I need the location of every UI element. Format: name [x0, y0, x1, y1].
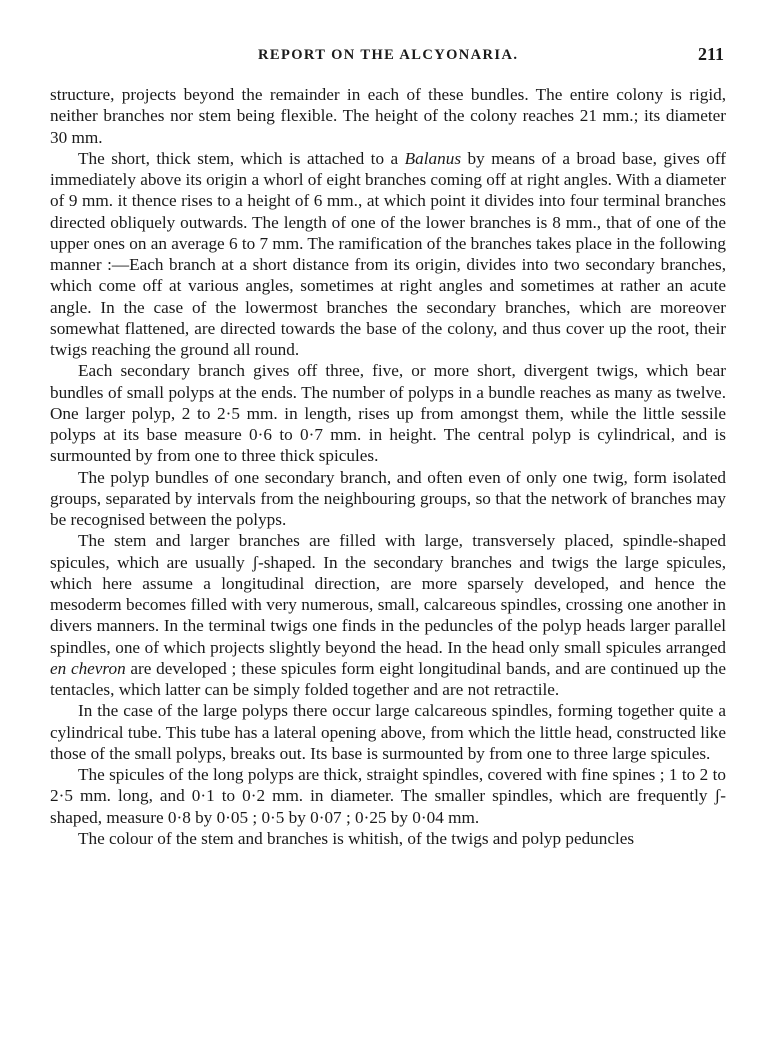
text-run: The stem and larger branches are filled with large, transversely placed, spindle-shaped spicules, which are usually ʃ-shaped. In the secondary branches and twigs the large spicules, which here assume a longitudinal direction, are more sparsely developed, and hence the mesoderm becomes filled with very numerous, small, calcareous spindles, crossing one another in divers manners. In the terminal twigs one finds in the peduncles of the polyp heads larger parallel spindles, one of which projects slightly beyond the head. In the head only small spicules arranged — [50, 531, 726, 657]
genus-name: Balanus — [404, 148, 462, 168]
page-number: 211 — [697, 44, 724, 64]
text-run: The short, thick stem, which is attached to a — [78, 148, 405, 168]
paragraph: structure, projects beyond the remainder in each of these bundles. The entire colony is rigid, neither branches nor stem being flexible. The height of the colony reaches 21 mm.; its diameter 30 mm. — [50, 85, 726, 147]
italic-term: en chevron — [50, 658, 126, 678]
paragraph: The spicules of the long polyps are thick, straight spindles, covered with fine spines ; 1 to 2 to 2·5 mm. long, and 0·1 to 0·2 mm. in diameter. The smaller spindles, which are frequently ʃ-shaped, measure 0·8 by 0·05 ; 0·5 by 0·07 ; 0·25 by 0·04 mm. — [50, 765, 726, 827]
body-text — [50, 84, 726, 849]
text-run: are developed ; these spicules form eight longitudinal bands, and are continued up the tentacles, which latter can be simply folded together and are not retractile. — [50, 658, 726, 699]
paragraph: The polyp bundles of one secondary branch, and often even of only one twig, form isolated groups, separated by intervals from the neighbouring groups, so that the network of branches may be recognised between the polyps. — [50, 467, 726, 529]
paragraph: Each secondary branch gives off three, five, or more short, divergent twigs, which bear bundles of small polyps at the ends. The number of polyps in a bundle reaches as many as twelve. One larger polyp, 2 to 2·5 mm. in length, rises up from amongst them, while the little sessile polyps at its base measure 0·6 to 0·7 mm. in height. The central polyp is cylindrical, and is surmounted by from one to three thick spicules. — [50, 361, 726, 466]
running-head: REPORT ON THE ALCYONARIA. — [258, 47, 519, 63]
paragraph — [50, 148, 726, 361]
page-header — [0, 44, 776, 70]
paragraph — [50, 530, 726, 700]
text-run: by means of a broad base, gives off immediately above its origin a whorl of eight branches coming off at right angles. With a diameter of 9 mm. it thence rises to a height of 6 mm., at which point it divides into four terminal branches directed obliquely outwards. The length of one of the lower branches is 8 mm., that of one of the upper ones on an average 6 to 7 mm. The ramification of the branches takes place in the following manner :—Each branch at a short distance from its origin, divides into two secondary branches, which come off at various angles, sometimes at right angles and sometimes at rather an acute angle. In the case of the lowermost branches the secondary branches, which are moreover somewhat flattened, are directed towards the base of the colony, and thus cover up the root, their twigs reaching the ground all round. — [50, 148, 726, 359]
paragraph: The colour of the stem and branches is whitish, of the twigs and polyp peduncles — [78, 828, 635, 848]
paragraph: In the case of the large polyps there occur large calcareous spindles, forming together quite a cylindrical tube. This tube has a lateral opening above, from which the little head, constructed like those of the small polyps, breaks out. Its base is surmounted by from one to three large spicules. — [50, 701, 726, 763]
